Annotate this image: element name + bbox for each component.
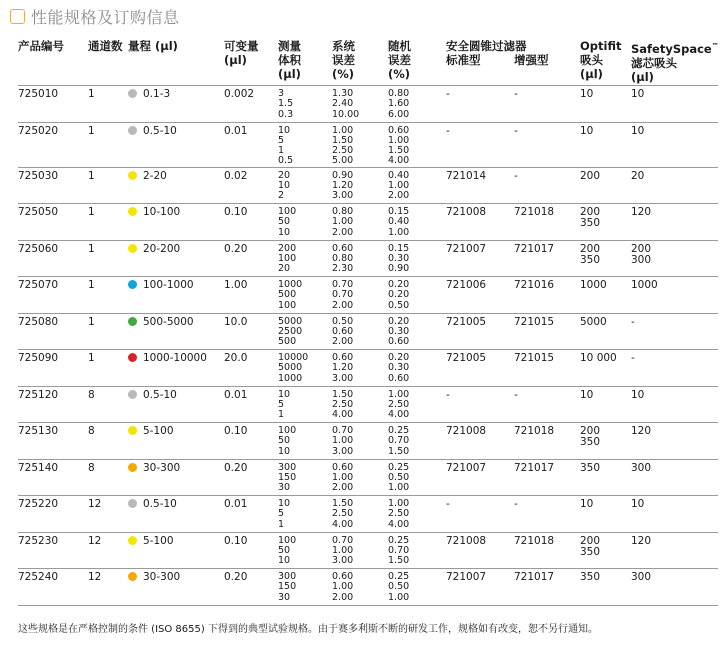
safetyspace-cell: 120 <box>631 425 652 438</box>
safetyspace-cell: - <box>631 315 635 328</box>
random-error-cell: 0.80 1.60 6.00 <box>388 88 410 120</box>
optifit-cell: 5000 <box>580 315 607 328</box>
filter-standard-cell: 721005 <box>446 315 487 328</box>
channels-cell: 8 <box>88 388 95 401</box>
table-row <box>18 313 718 350</box>
optifit-cell: 350 <box>580 461 601 474</box>
random-error-cell: 0.25 0.70 1.50 <box>388 534 410 567</box>
increment-cell: 0.01 <box>224 498 248 511</box>
random-error-cell: 0.40 1.00 2.00 <box>388 169 410 202</box>
product-no-cell: 725090 <box>18 352 59 365</box>
safetyspace-cell: 1000 <box>631 279 658 292</box>
random-error-cell: 0.25 0.50 1.00 <box>388 571 410 603</box>
filter-enhanced-cell: 721017 <box>514 571 555 584</box>
header-range: 量程 (µl) <box>128 39 178 53</box>
filter-enhanced-cell: 721015 <box>514 352 555 365</box>
range-value: 2-20 <box>143 169 167 182</box>
product-no-cell: 725240 <box>18 571 59 584</box>
range-value: 0.5-10 <box>143 388 177 401</box>
increment-cell: 0.02 <box>224 169 248 182</box>
test-volume-cell: 300 150 30 <box>278 461 297 494</box>
systematic-error-cell: 0.70 1.00 3.00 <box>332 534 354 567</box>
test-volume-cell: 10000 5000 1000 <box>278 352 309 384</box>
safetyspace-cell: 300 <box>631 571 652 584</box>
random-error-cell: 0.60 1.00 1.50 4.00 <box>388 124 410 167</box>
increment-cell: 0.10 <box>224 534 248 547</box>
random-error-cell: 1.00 2.50 4.00 <box>388 498 410 530</box>
filter-enhanced-cell: 721016 <box>514 279 555 292</box>
test-volume-cell: 1000 500 100 <box>278 279 303 311</box>
filter-standard-cell: 721008 <box>446 425 487 438</box>
range-cell <box>128 86 224 123</box>
filter-standard-cell: 721007 <box>446 461 487 474</box>
range-color-dot <box>128 390 137 399</box>
filter-enhanced-cell: 721018 <box>514 534 555 547</box>
random-error-cell: 0.15 0.40 1.00 <box>388 206 410 238</box>
table-row <box>18 423 718 460</box>
range-color-dot <box>128 426 137 435</box>
product-no-cell: 725050 <box>18 206 59 219</box>
safetyspace-cell: - <box>631 352 635 365</box>
random-error-cell: 0.20 0.30 0.60 <box>388 352 410 384</box>
range-color-dot <box>128 353 137 362</box>
header-filter-standard: 安全圆锥过滤器 标准型 <box>446 39 527 67</box>
increment-cell: 0.002 <box>224 88 255 100</box>
range-cell <box>128 313 224 350</box>
range-value: 100-1000 <box>143 279 194 292</box>
range-value: 30-300 <box>143 571 181 584</box>
range-cell <box>128 532 224 569</box>
header-channels: 通道数 <box>88 39 123 53</box>
range-cell <box>128 569 224 606</box>
safetyspace-cell: 200 300 <box>631 242 652 266</box>
table-row <box>18 122 718 167</box>
systematic-error-cell: 0.60 0.80 2.30 <box>332 242 354 275</box>
table-row <box>18 386 718 423</box>
header-systematic-error: 系统 误差 (%) <box>332 39 355 81</box>
test-volume-cell: 300 150 30 <box>278 571 297 603</box>
random-error-cell: 0.15 0.30 0.90 <box>388 242 410 275</box>
table-row <box>18 240 718 277</box>
filter-enhanced-cell: 721017 <box>514 461 555 474</box>
test-volume-cell: 100 50 10 <box>278 206 297 238</box>
section-header <box>10 6 180 26</box>
filter-standard-cell: - <box>446 124 450 137</box>
filter-enhanced-cell: - <box>514 169 518 182</box>
range-color-dot <box>128 317 137 326</box>
safetyspace-cell: 10 <box>631 498 645 511</box>
test-volume-cell: 3 1.5 0.3 <box>278 88 294 120</box>
spec-table <box>18 39 718 606</box>
range-color-dot <box>128 536 137 545</box>
filter-standard-cell: - <box>446 498 450 511</box>
random-error-cell: 0.25 0.50 1.00 <box>388 461 410 494</box>
optifit-cell: 200 350 <box>580 425 601 449</box>
range-color-dot <box>128 280 137 289</box>
filter-standard-cell: 721008 <box>446 206 487 219</box>
safetyspace-cell: 10 <box>631 88 645 100</box>
product-no-cell: 725220 <box>18 498 59 511</box>
channels-cell: 8 <box>88 461 95 474</box>
range-color-dot <box>128 207 137 216</box>
increment-cell: 0.20 <box>224 242 248 255</box>
filter-standard-cell: 721006 <box>446 279 487 292</box>
range-color-dot <box>128 171 137 180</box>
page-title: 性能规格及订购信息 <box>31 7 180 27</box>
product-no-cell: 725130 <box>18 425 59 438</box>
increment-cell: 0.10 <box>224 425 248 438</box>
systematic-error-cell: 0.60 1.00 2.00 <box>332 571 354 603</box>
range-value: 5-100 <box>143 425 174 438</box>
systematic-error-cell: 1.50 2.50 4.00 <box>332 498 354 530</box>
filter-enhanced-cell: - <box>514 124 518 137</box>
table-row <box>18 204 718 241</box>
channels-cell: 12 <box>88 534 102 547</box>
random-error-cell: 0.25 0.70 1.50 <box>388 425 410 457</box>
range-color-dot <box>128 572 137 581</box>
channels-cell: 1 <box>88 206 95 219</box>
product-no-cell: 725010 <box>18 88 59 100</box>
product-no-cell: 725230 <box>18 534 59 547</box>
range-value: 30-300 <box>143 461 181 474</box>
range-value: 1000-10000 <box>143 352 207 365</box>
product-no-cell: 725120 <box>18 388 59 401</box>
range-cell <box>128 277 224 314</box>
optifit-cell: 350 <box>580 571 601 584</box>
optifit-cell: 200 <box>580 169 601 182</box>
filter-enhanced-cell: - <box>514 88 518 100</box>
optifit-cell: 10 <box>580 498 594 511</box>
increment-cell: 0.20 <box>224 571 248 584</box>
filter-enhanced-cell: 721017 <box>514 242 555 255</box>
increment-cell: 1.00 <box>224 279 248 292</box>
systematic-error-cell: 0.60 1.20 3.00 <box>332 352 354 384</box>
section-marker-icon <box>10 9 25 24</box>
test-volume-cell: 5000 2500 500 <box>278 315 303 348</box>
range-cell <box>128 350 224 387</box>
channels-cell: 1 <box>88 352 95 365</box>
optifit-cell: 200 350 <box>580 534 601 558</box>
range-cell <box>128 459 224 496</box>
optifit-cell: 10 000 <box>580 352 617 365</box>
systematic-error-cell: 0.80 1.00 2.00 <box>332 206 354 238</box>
header-safetyspace: SafetySpace™ 滤芯吸头 (µl) <box>631 41 719 84</box>
safetyspace-cell: 10 <box>631 124 645 137</box>
optifit-cell: 10 <box>580 88 594 100</box>
increment-cell: 0.20 <box>224 461 248 474</box>
systematic-error-cell: 0.50 0.60 2.00 <box>332 315 354 348</box>
channels-cell: 1 <box>88 279 95 292</box>
filter-standard-cell: - <box>446 388 450 401</box>
safetyspace-cell: 120 <box>631 534 652 547</box>
table-row <box>18 496 718 533</box>
product-no-cell: 725030 <box>18 169 59 182</box>
range-value: 500-5000 <box>143 315 194 328</box>
range-value: 0.1-3 <box>143 88 171 100</box>
product-no-cell: 725140 <box>18 461 59 474</box>
filter-enhanced-cell: 721018 <box>514 425 555 438</box>
range-color-dot <box>128 244 137 253</box>
product-no-cell: 725020 <box>18 124 59 137</box>
range-value: 10-100 <box>143 206 181 219</box>
product-no-cell: 725070 <box>18 279 59 292</box>
filter-enhanced-cell: 721015 <box>514 315 555 328</box>
filter-standard-cell: - <box>446 88 450 100</box>
increment-cell: 0.10 <box>224 206 248 219</box>
channels-cell: 1 <box>88 124 95 137</box>
systematic-error-cell: 1.30 2.40 10.00 <box>332 88 360 120</box>
increment-cell: 10.0 <box>224 315 248 328</box>
systematic-error-cell: 0.60 1.00 2.00 <box>332 461 354 494</box>
range-color-dot <box>128 463 137 472</box>
table-row <box>18 86 718 123</box>
optifit-cell: 10 <box>580 388 594 401</box>
random-error-cell: 1.00 2.50 4.00 <box>388 388 410 421</box>
table-row <box>18 350 718 387</box>
header-optifit: Optifit 吸头 (µl) <box>580 39 622 81</box>
range-cell <box>128 122 224 167</box>
test-volume-cell: 10 5 1 0.5 <box>278 124 294 167</box>
safetyspace-cell: 300 <box>631 461 652 474</box>
table-row <box>18 532 718 569</box>
range-color-dot <box>128 499 137 508</box>
filter-standard-cell: 721007 <box>446 571 487 584</box>
optifit-cell: 10 <box>580 124 594 137</box>
table-row <box>18 277 718 314</box>
range-cell <box>128 204 224 241</box>
table-body <box>18 86 718 606</box>
header-test-volume: 测量 体积 (µl) <box>278 39 301 81</box>
header-filter-enhanced: 增强型 <box>514 53 549 67</box>
systematic-error-cell: 1.50 2.50 4.00 <box>332 388 354 421</box>
range-color-dot <box>128 89 137 98</box>
test-volume-cell: 20 10 2 <box>278 169 291 202</box>
filter-enhanced-cell: - <box>514 388 518 401</box>
table-row <box>18 569 718 606</box>
test-volume-cell: 100 50 10 <box>278 425 297 457</box>
table-row <box>18 459 718 496</box>
range-value: 0.5-10 <box>143 498 177 511</box>
range-value: 5-100 <box>143 534 174 547</box>
channels-cell: 12 <box>88 571 102 584</box>
systematic-error-cell: 0.70 1.00 3.00 <box>332 425 354 457</box>
footnote: 这些规格是在严格控制的条件 (ISO 8655) 下得到的典型试验规格。由于赛多利斯不断的研发工作，规格如有改变，恕不另行通知。 <box>18 624 598 635</box>
safetyspace-cell: 10 <box>631 388 645 401</box>
channels-cell: 1 <box>88 315 95 328</box>
test-volume-cell: 10 5 1 <box>278 388 291 421</box>
systematic-error-cell: 0.70 0.70 2.00 <box>332 279 354 311</box>
safetyspace-cell: 20 <box>631 169 645 182</box>
increment-cell: 0.01 <box>224 124 248 137</box>
filter-enhanced-cell: 721018 <box>514 206 555 219</box>
header-increment: 可变量 (µl) <box>224 39 259 67</box>
range-value: 0.5-10 <box>143 124 177 137</box>
table-row <box>18 167 718 204</box>
range-cell <box>128 386 224 423</box>
random-error-cell: 0.20 0.20 0.50 <box>388 279 410 311</box>
test-volume-cell: 200 100 20 <box>278 242 297 275</box>
range-value: 20-200 <box>143 242 181 255</box>
safetyspace-cell: 120 <box>631 206 652 219</box>
random-error-cell: 0.20 0.30 0.60 <box>388 315 410 348</box>
product-no-cell: 725060 <box>18 242 59 255</box>
product-no-cell: 725080 <box>18 315 59 328</box>
range-cell <box>128 496 224 533</box>
test-volume-cell: 100 50 10 <box>278 534 297 567</box>
increment-cell: 0.01 <box>224 388 248 401</box>
filter-standard-cell: 721007 <box>446 242 487 255</box>
optifit-cell: 1000 <box>580 279 607 292</box>
systematic-error-cell: 0.90 1.20 3.00 <box>332 169 354 202</box>
header-product-no: 产品编号 <box>18 39 64 53</box>
test-volume-cell: 10 5 1 <box>278 498 291 530</box>
increment-cell: 20.0 <box>224 352 248 365</box>
filter-standard-cell: 721014 <box>446 169 487 182</box>
channels-cell: 1 <box>88 242 95 255</box>
channels-cell: 8 <box>88 425 95 438</box>
header-filter-group: 安全圆锥过滤器 <box>446 39 527 53</box>
channels-cell: 1 <box>88 88 95 100</box>
optifit-cell: 200 350 <box>580 206 601 230</box>
range-cell <box>128 167 224 204</box>
channels-cell: 1 <box>88 169 95 182</box>
channels-cell: 12 <box>88 498 102 511</box>
systematic-error-cell: 1.00 1.50 2.50 5.00 <box>332 124 354 167</box>
range-color-dot <box>128 126 137 135</box>
table-header <box>18 39 718 86</box>
filter-standard-cell: 721008 <box>446 534 487 547</box>
header-random-error: 随机 误差 (%) <box>388 39 411 81</box>
range-cell <box>128 423 224 460</box>
filter-standard-cell: 721005 <box>446 352 487 365</box>
filter-enhanced-cell: - <box>514 498 518 511</box>
range-cell <box>128 240 224 277</box>
optifit-cell: 200 350 <box>580 242 601 266</box>
